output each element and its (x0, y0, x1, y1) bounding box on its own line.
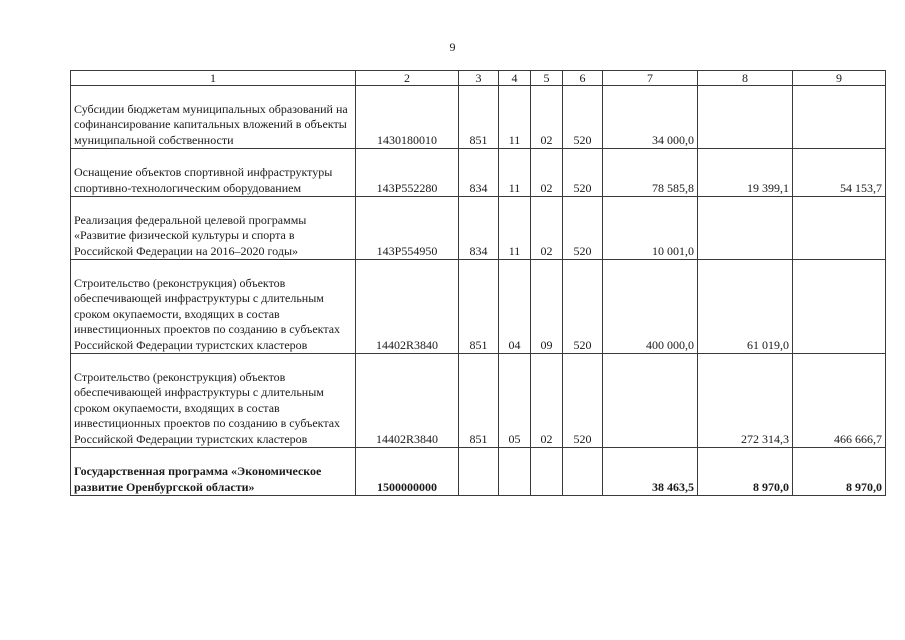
page-number: 9 (449, 40, 456, 54)
header-row (71, 71, 886, 86)
row-col8 (698, 86, 793, 149)
row-name: Строительство (реконструкция) объектов обеспечивающей инфраструктуры с длительным сроком окупаемости, входящих в состав инвестиционных проектов по созданию в субъектах Российской Федерации туристских кластеров (71, 354, 356, 448)
row-col9 (793, 86, 886, 149)
row-col9 (793, 197, 886, 260)
row-col6: 520 (563, 197, 603, 260)
row-col8: 61 019,0 (698, 260, 793, 354)
row-col5 (531, 448, 563, 496)
table-row (71, 86, 886, 149)
header-cell: 6 (563, 71, 603, 86)
row-col6: 520 (563, 354, 603, 448)
row-name: Реализация федеральной целевой программы «Развитие физической культуры и спорта в Российской Федерации на 2016–2020 годы» (71, 197, 356, 260)
row-col6: 520 (563, 149, 603, 197)
row-col5: 02 (531, 86, 563, 149)
row-col7: 38 463,5 (603, 448, 698, 496)
row-col7: 34 000,0 (603, 86, 698, 149)
row-code: 143P552280 (356, 149, 459, 197)
row-col4: 11 (499, 197, 531, 260)
row-col7 (603, 354, 698, 448)
header-cell: 1 (71, 71, 356, 86)
header-cell: 3 (459, 71, 499, 86)
row-col3: 834 (459, 149, 499, 197)
row-col9 (793, 260, 886, 354)
row-col7: 78 585,8 (603, 149, 698, 197)
table-row (71, 260, 886, 354)
row-code: 1430180010 (356, 86, 459, 149)
row-col3: 851 (459, 354, 499, 448)
row-col5: 09 (531, 260, 563, 354)
row-name: Строительство (реконструкция) объектов обеспечивающей инфраструктуры с длительным сроком окупаемости, входящих в состав инвестиционных проектов по созданию в субъектах Российской Федерации туристских кластеров (71, 260, 356, 354)
table-row (71, 197, 886, 260)
header-cell: 4 (499, 71, 531, 86)
row-col7: 400 000,0 (603, 260, 698, 354)
row-col4: 05 (499, 354, 531, 448)
row-name: Государственная программа «Экономическое развитие Оренбургской области» (71, 448, 356, 496)
table-row (71, 354, 886, 448)
row-col9: 8 970,0 (793, 448, 886, 496)
row-code: 143P554950 (356, 197, 459, 260)
header-cell: 7 (603, 71, 698, 86)
row-col6 (563, 448, 603, 496)
header-cell: 9 (793, 71, 886, 86)
header-cell: 2 (356, 71, 459, 86)
row-code: 14402R3840 (356, 260, 459, 354)
budget-table (70, 70, 886, 496)
header-cell: 8 (698, 71, 793, 86)
row-col9: 466 666,7 (793, 354, 886, 448)
row-col8: 19 399,1 (698, 149, 793, 197)
row-col6: 520 (563, 260, 603, 354)
row-col3: 851 (459, 260, 499, 354)
row-col4: 11 (499, 86, 531, 149)
row-name: Субсидии бюджетам муниципальных образований на софинансирование капитальных вложений в объекты муниципальной собственности (71, 86, 356, 149)
row-col4: 11 (499, 149, 531, 197)
row-col8: 272 314,3 (698, 354, 793, 448)
row-col6: 520 (563, 86, 603, 149)
row-col9: 54 153,7 (793, 149, 886, 197)
row-col4 (499, 448, 531, 496)
row-col8: 8 970,0 (698, 448, 793, 496)
row-col7: 10 001,0 (603, 197, 698, 260)
row-col5: 02 (531, 149, 563, 197)
row-col3: 834 (459, 197, 499, 260)
header-cell: 5 (531, 71, 563, 86)
table-row (71, 149, 886, 197)
table-row-program-total (71, 448, 886, 496)
row-col3: 851 (459, 86, 499, 149)
row-name: Оснащение объектов спортивной инфраструктуры спортивно-технологическим оборудованием (71, 149, 356, 197)
row-col8 (698, 197, 793, 260)
row-col5: 02 (531, 197, 563, 260)
row-col4: 04 (499, 260, 531, 354)
row-code: 14402R3840 (356, 354, 459, 448)
row-col5: 02 (531, 354, 563, 448)
row-col3 (459, 448, 499, 496)
row-code: 1500000000 (356, 448, 459, 496)
